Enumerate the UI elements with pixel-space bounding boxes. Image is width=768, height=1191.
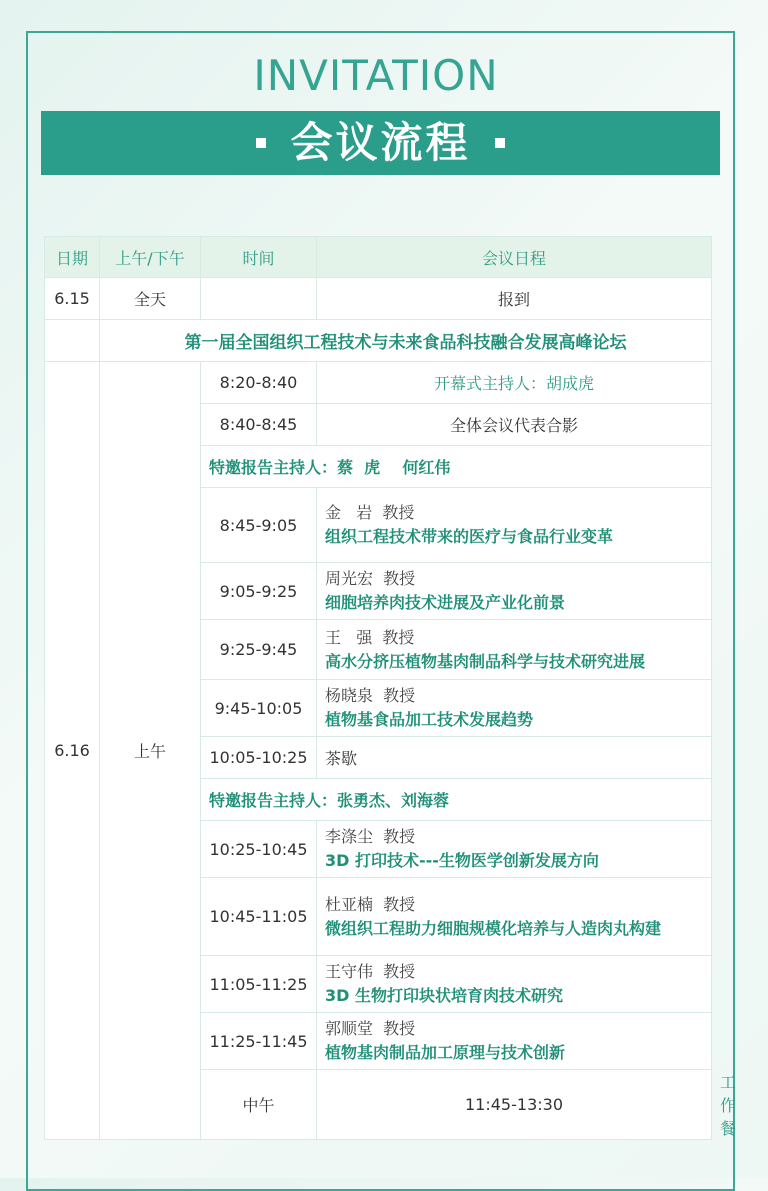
- time-cell: 11:25-11:45: [201, 1013, 317, 1070]
- table-header-row: [45, 237, 712, 278]
- column-header-period: 上午/下午: [100, 237, 201, 278]
- invitation-heading: INVITATION: [253, 51, 499, 100]
- square-bullet-icon: [256, 138, 266, 148]
- period-cell: 中午: [201, 1070, 317, 1140]
- talk-title: 细胞培养肉技术进展及产业化前景: [325, 593, 566, 612]
- date-cell: 6.16: [45, 362, 100, 1140]
- empty-cell: [45, 320, 100, 362]
- talk-title: 3D 生物打印块状培育肉技术研究: [325, 986, 563, 1005]
- talk-cell: [317, 488, 712, 563]
- period-cell: 全天: [100, 278, 201, 320]
- time-cell: 9:25-9:45: [201, 620, 317, 680]
- time-cell: 11:05-11:25: [201, 956, 317, 1013]
- host-label: 特邀报告主持人：蔡 虎 何红伟: [201, 446, 712, 488]
- agenda-cell: 报到: [317, 278, 712, 320]
- column-header-time: 时间: [201, 237, 317, 278]
- square-bullet-icon: [495, 138, 505, 148]
- column-header-agenda: 会议日程: [317, 237, 712, 278]
- speaker-name: 金 岩 教授: [325, 503, 415, 522]
- forum-row: [45, 320, 712, 362]
- talk-title: 高水分挤压植物基肉制品科学与技术研究进展: [325, 651, 646, 671]
- table-row: [45, 362, 712, 404]
- time-cell: 8:45-9:05: [201, 488, 317, 563]
- page-title: 会议流程: [290, 118, 471, 167]
- speaker-name: 李涤尘 教授: [325, 827, 416, 846]
- talk-cell: [317, 680, 712, 737]
- title-banner: [41, 111, 720, 175]
- talk-cell: [317, 878, 712, 956]
- speaker-name: 王守伟 教授: [325, 962, 416, 981]
- time-cell: 10:25-10:45: [201, 821, 317, 878]
- talk-title: 3D 打印技术---生物医学创新发展方向: [325, 851, 599, 870]
- forum-title: 第一届全国组织工程技术与未来食品科技融合发展高峰论坛: [100, 320, 712, 362]
- talk-title: 组织工程技术带来的医疗与食品行业变革: [325, 527, 614, 546]
- talk-cell: [317, 821, 712, 878]
- talk-cell: [317, 1013, 712, 1070]
- host-label: 特邀报告主持人：张勇杰、刘海蓉: [201, 779, 712, 821]
- talk-title: 植物基食品加工技术发展趋势: [325, 710, 534, 729]
- speaker-name: 周光宏 教授: [325, 569, 416, 588]
- time-cell: [201, 278, 317, 320]
- time-cell: 10:05-10:25: [201, 737, 317, 779]
- time-cell: 8:40-8:45: [201, 404, 317, 446]
- time-cell: 11:45-13:30: [317, 1070, 712, 1140]
- table-row: [45, 278, 712, 320]
- agenda-cell: 茶歇: [317, 737, 712, 779]
- talk-cell: [317, 620, 712, 680]
- speaker-name: 郭顺堂 教授: [325, 1019, 416, 1038]
- time-cell: 8:20-8:40: [201, 362, 317, 404]
- date-cell: 6.15: [45, 278, 100, 320]
- table-row: 中午 11:45-13:30 工作餐: [45, 1070, 712, 1140]
- agenda-cell: 全体会议代表合影: [317, 404, 712, 446]
- period-cell: 上午: [100, 362, 201, 1140]
- talk-cell: [317, 956, 712, 1013]
- time-cell: 10:45-11:05: [201, 878, 317, 956]
- schedule-table: [44, 236, 737, 1140]
- column-header-date: 日期: [45, 237, 100, 278]
- speaker-name: 杨晓泉 教授: [325, 686, 416, 705]
- time-cell: 9:45-10:05: [201, 680, 317, 737]
- talk-cell: [317, 563, 712, 620]
- agenda-cell: 开幕式主持人：胡成虎: [317, 362, 712, 404]
- speaker-name: 杜亚楠 教授: [325, 894, 416, 914]
- speaker-name: 王 强 教授: [325, 627, 415, 647]
- time-cell: 9:05-9:25: [201, 563, 317, 620]
- talk-title: 微组织工程助力细胞规模化培养与人造肉丸构建: [325, 918, 662, 938]
- talk-title: 植物基肉制品加工原理与技术创新: [325, 1043, 566, 1062]
